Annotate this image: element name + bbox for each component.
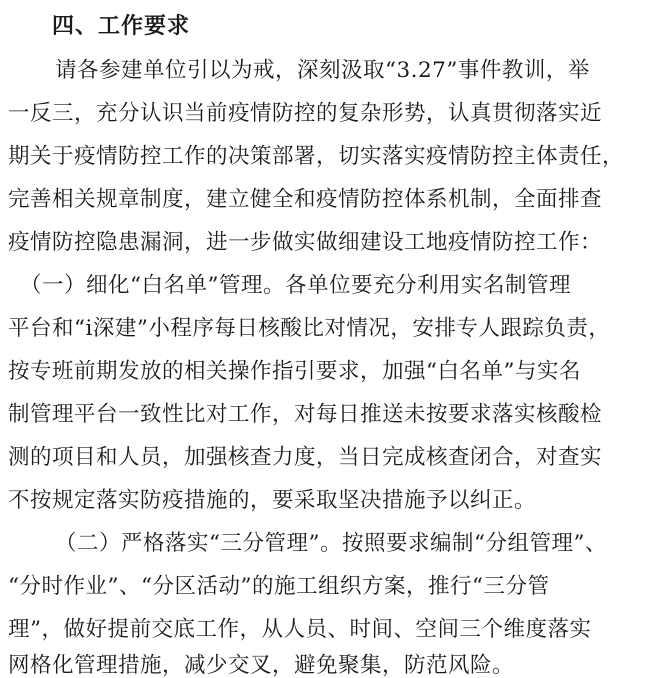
section2-line-2: “分时作业”、“分区活动”的施工组织方案，推行“三分管 (8, 574, 550, 599)
intro-line-4: 完善相关规章制度，建立健全和疫情防控体系机制，全面排查 (8, 187, 603, 212)
section1-line-3: 按专班前期发放的相关操作指引要求，加强“白名单”与实名 (8, 359, 581, 384)
section1-line-1: （一）细化“白名单”管理。各单位要充分利用实名制管理 (20, 273, 571, 298)
intro-line-1: 请各参建单位引以为戒，深刻汲取“3.27”事件教训，举 (55, 58, 590, 83)
section1-line-5: 测的项目和人员，加强核查力度，当日完成核查闭合，对查实 (8, 445, 603, 470)
section1-line-4: 制管理平台一致性比对工作，对每日推送未按要求落实核酸检 (8, 402, 603, 427)
section2-line-4: 网格化管理措施，减少交叉，避免聚集，防范风险。 (8, 653, 515, 678)
section2-line-1: （二）严格落实“三分管理”。按照要求编制“分组管理”、 (55, 531, 607, 556)
section2-line-3: 理”，做好提前交底工作，从人员、时间、空间三个维度落实 (8, 617, 592, 642)
section1-line-6: 不按规定落实防疫措施的，要采取坚决措施予以纠正。 (8, 488, 537, 513)
intro-line-5: 疫情防控隐患漏洞，进一步做实做细建设工地疫情防控工作： (8, 230, 603, 255)
intro-line-3: 期关于疫情防控工作的决策部署，切实落实疫情防控主体责任， (8, 144, 625, 169)
section1-line-2: 平台和“i深建”小程序每日核酸比对情况，安排专人跟踪负责， (8, 316, 611, 341)
intro-line-2: 一反三，充分认识当前疫情防控的复杂形势，认真贯彻落实近 (8, 101, 603, 126)
section-heading: 四、工作要求 (52, 14, 191, 39)
